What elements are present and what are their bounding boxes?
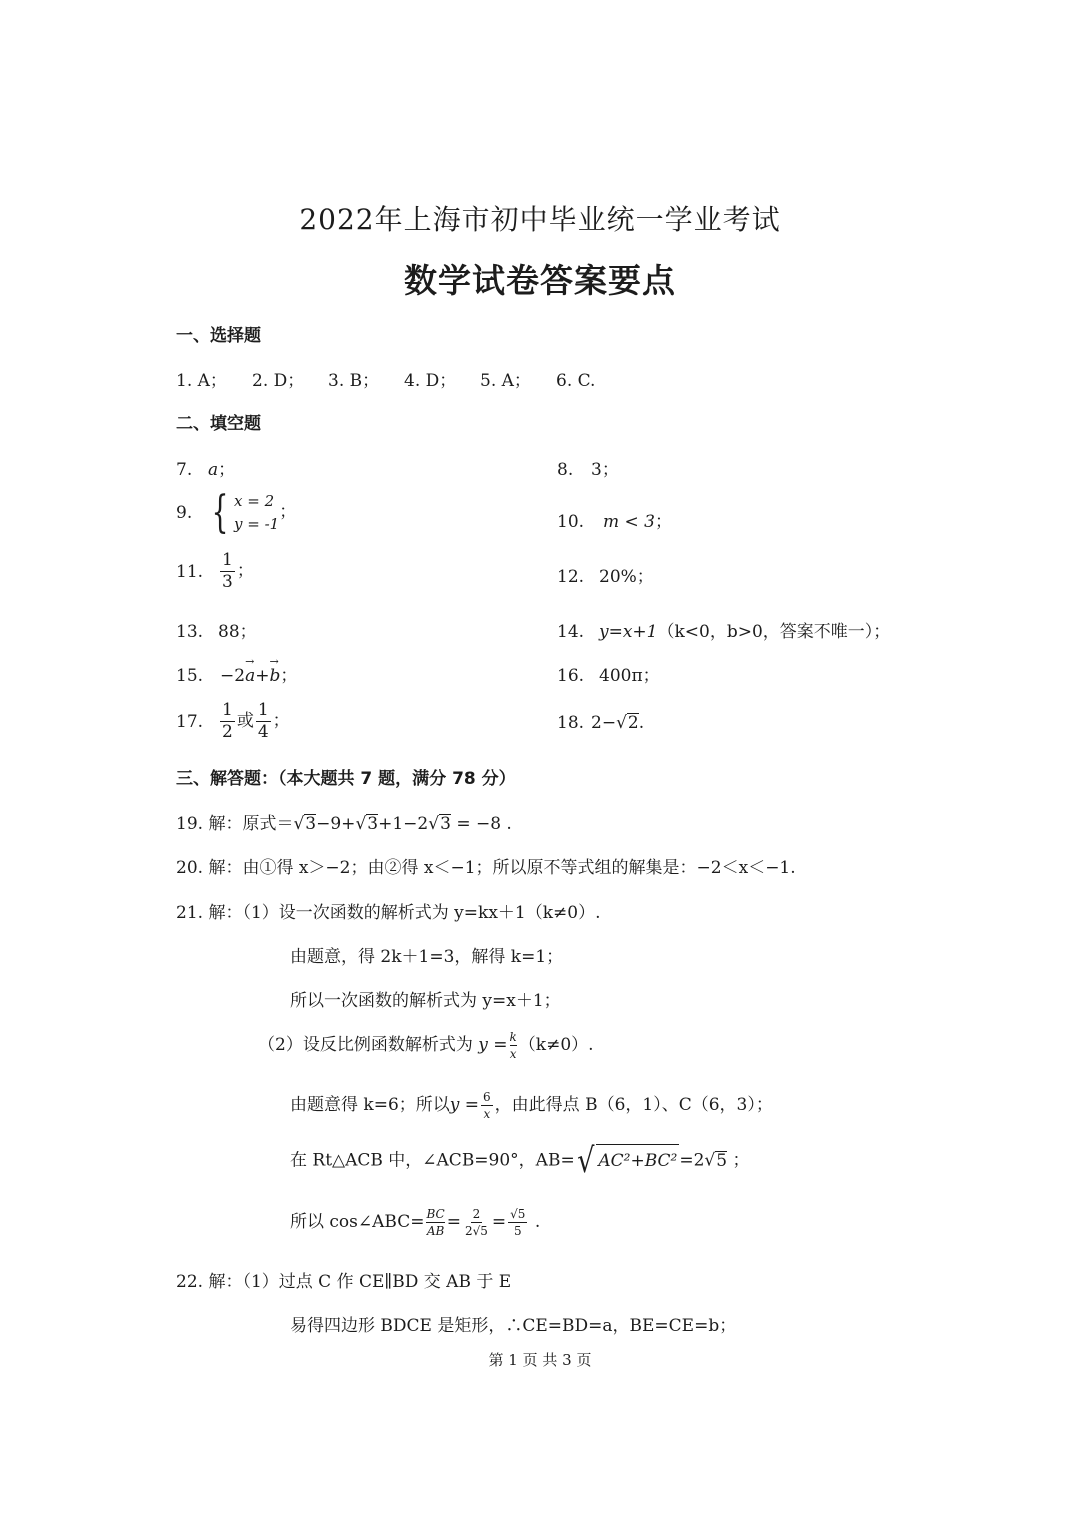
answer-3: 3. B； (328, 371, 380, 391)
q21-line1: 21. 解：（1）设一次函数的解析式为 y=kx＋1（k≠0）. (176, 903, 601, 923)
page-footer: 第 1 页 共 3 页 (488, 1351, 592, 1369)
q12: 12. 20%； (557, 567, 654, 587)
answer-2: 2. D； (252, 371, 305, 391)
q22-line2: 易得四边形 BDCE 是矩形，∴CE=BD=a，BE=CE=b； (290, 1316, 737, 1336)
q16: 16. 400π； (557, 666, 660, 686)
q10: 10. m < 3； (557, 512, 672, 532)
q21-line2: 由题意，得 2k＋1=3，解得 k=1； (290, 947, 564, 967)
answer-1: 1. A； (176, 371, 227, 391)
section-solution-heading: 三、解答题：（本大题共 7 题，满分 78 分） (176, 769, 516, 789)
q20: 20. 解：由①得 x＞−2；由②得 x＜−1；所以原不等式组的解集是：−2＜x＜−1. (176, 858, 796, 878)
q21-line5: 由题意得 k=6；所以y = $\frac{6}{x}$ ，由此得点 B（6，1）、C（6，3）； (290, 1090, 773, 1121)
q17: 17. $\frac{1}{2}$ 或 $\frac{1}{4}$ ； (176, 700, 290, 742)
answer-4: 4. D； (404, 371, 457, 391)
q18: 18. 2−√2. (557, 713, 645, 733)
q21-line3: 所以一次函数的解析式为 y=x＋1； (290, 991, 561, 1011)
q8: 8. 3； (557, 460, 619, 480)
section-fill-heading: 二、填空题 (176, 414, 261, 434)
q11: 11. $\frac{1}{3}$ ； (176, 550, 254, 592)
exam-title: 2022年上海市初中毕业统一学业考试 (299, 203, 781, 236)
choice-answers (176, 366, 595, 391)
q14: 14. y=x+1（k<0，b>0，答案不唯一）； (557, 622, 891, 642)
answer-6: 6. C. (556, 371, 596, 391)
q9: 9. { x = 2 y = -1 ； (176, 486, 297, 538)
q7: 7. a； (176, 460, 236, 480)
q19: 19. 解：原式＝√3−9+√3+1−2√3 = −8 . (176, 814, 512, 834)
q22-line1: 22. 解：（1）过点 C 作 CE∥BD 交 AB 于 E (176, 1272, 512, 1292)
section-choice-heading: 一、选择题 (176, 326, 261, 346)
answer-key-subtitle: 数学试卷答案要点 (404, 261, 676, 300)
answer-5: 5. A； (480, 371, 531, 391)
q21-line6: 在 Rt△ACB 中，∠ACB=90°，AB= √ AC²+BC² =2√5 ； (290, 1141, 750, 1181)
q13: 13. 88； (176, 622, 257, 642)
q21-line7: 所以 cos∠ABC= $\frac{BC}{AB}$ = $\frac{2}{2√5}$ = $\frac{√5}{5}$ . (290, 1207, 541, 1238)
q15: 15. −2→ a+→ b； (176, 661, 297, 686)
q21-line4: （2）设反比例函数解析式为 y = $\frac{k}{x}$ （k≠0）. (258, 1030, 594, 1061)
